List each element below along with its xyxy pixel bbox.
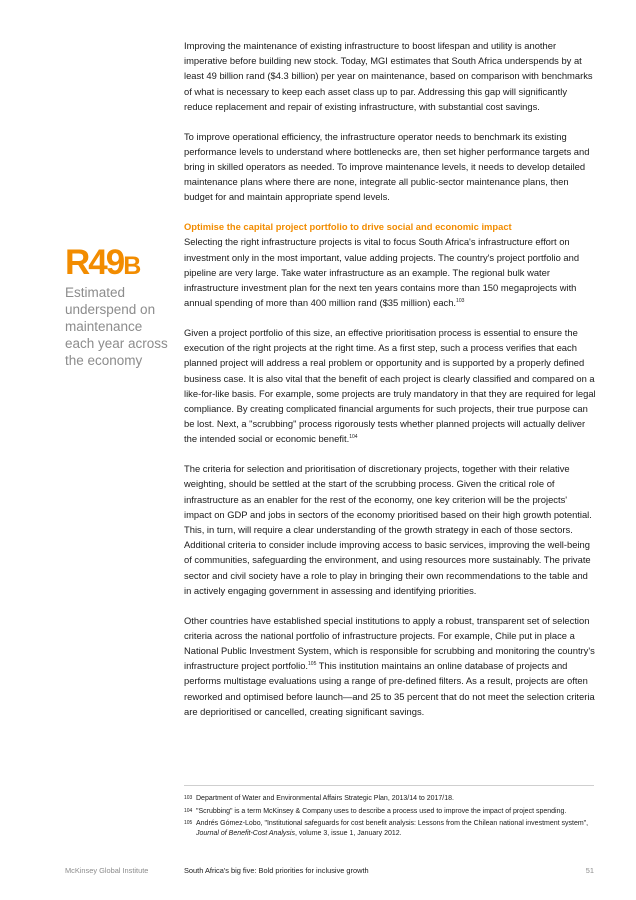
footnote-text: Department of Water and Environmental Affairs Strategic Plan, 2013/14 to 2017/18. <box>196 795 454 802</box>
footnote-104 <box>184 807 594 817</box>
paragraph-text: Selecting the right infrastructure projects is vital to focus South Africa's infrastructure effort on investment only in the most important, value adding projects. The country's project portfolio and pipeline are very large. Take water infrastructure as an example. The regional bulk water infrastructure investment plan for the next ten years contains more than 150 megaprojects with annual spending of more than 400 million rand ($35 million) each. <box>184 236 580 309</box>
sidebar-callout <box>65 245 175 369</box>
main-text-column <box>184 38 596 734</box>
paragraph-text: Other countries have established special institutions to apply a robust, transparent set of selection criteria across the national portfolio of infrastructure projects. For example, Chile put in place a National Public Investment System, which is responsible for scrubbing and monitoring the country's infrastructure project portfolio. <box>184 614 595 672</box>
footnote-ref-105: 105 <box>308 661 317 668</box>
footnote-ref-104: 104 <box>349 434 358 441</box>
footnote-text-start: Andrés Gómez-Lobo, "Institutional safeguards for cost benefit analysis: Lessons from the Chilean national investment system", <box>196 820 589 827</box>
paragraph-prioritisation <box>184 325 596 447</box>
footnote-divider <box>184 785 594 786</box>
footnotes <box>184 794 594 842</box>
callout-unit: B <box>123 252 142 280</box>
journal-title: Journal of Benefit-Cost Analysis <box>196 830 295 837</box>
footnote-ref-103: 103 <box>456 298 465 305</box>
callout-caption: Estimated underspend on maintenance each year across the economy <box>65 285 168 368</box>
paragraph-criteria: The criteria for selection and prioritisation of discretionary projects, together with their relative weighting, should be settled at the start of the scrubbing process. Given the critical role of infrastructure as an enabler for the rest of the economy, one key criterion will be the projects' impact on GDP and jobs in sectors of the economy prioritised based on their high growth potential. This, in turn, will require a clear understanding of the growth strategy in each of those sectors. Additional criteria to consider include improving access to basic services, improving the well-being of communities, safeguarding the environment, and using resources more sustainably. The private sector and civil society have a role to play in bringing their own recommendations to the table and in actively engaging government in assessing and identifying priorities. <box>184 463 592 596</box>
footer-report-title: South Africa's big five: Bold priorities for inclusive growth <box>184 866 369 875</box>
footnote-number: 104 <box>184 807 193 814</box>
footnote-number: 103 <box>184 795 193 801</box>
section-heading: Optimise the capital project portfolio to drive social and economic impact <box>184 221 512 233</box>
footnote-number: 105 <box>184 820 193 826</box>
paragraph-text: Given a project portfolio of this size, an effective prioritisation process is essential to ensure the execution of the right projects at the right time. As a first step, such a process verifies that each planned project will address a real problem or opportunity and is supported by a properly defined business case. It is also vital that the benefit of each project is clearly classified and compared on a like-for-like basis. For example, some projects are truly mandatory in that they are required for legal compliance. By creating complicated financial arguments for such projects, their true purpose can be lost. Next, a "scrubbing" process rigorously tests whether planned projects will actually deliver the intended social or economic benefit. <box>184 327 596 445</box>
footnote-text: "Scrubbing" is a term McKinsey & Company uses to describe a process used to improve the impact of project spending. <box>196 807 567 815</box>
callout-value: R49 <box>65 243 124 282</box>
footnote-103 <box>184 794 594 804</box>
paragraph-operational-efficiency: To improve operational efficiency, the infrastructure operator needs to benchmark its existing performance levels to understand where bottlenecks are, then set higher performance targets and bring in skilled operators as needed. To improve maintenance levels, it needs to develop detailed maintenance plans where there are none, integrate all public-sector maintenance plans, then budget for and maintain appropriate spend levels. <box>184 130 590 203</box>
paragraph-project-selection <box>184 234 596 310</box>
paragraph-maintenance: Improving the maintenance of existing infrastructure to boost lifespan and utility is another imperative before building new stock. Today, MGI estimates that South Africa underspends by at least 49 billion rand ($4.3 billion) per year on maintenance, based on comparison with benchmarks of what is necessary to keep each asset class up to par. Addressing this gap will significantly reduce replacement and repair of existing infrastructure, with substantial cost savings. <box>184 40 593 112</box>
callout-figure <box>65 245 175 284</box>
paragraph-text-cont: This institution maintains an online database of projects and performs multistage evaluations using a range of pre-defined filters. As a result, projects are often reworked and optimised before launch—and 25 to 35 percent that do not meet the selection criteria are deprioritised or cancelled, creating significant savings. <box>184 660 595 717</box>
footnote-text-end: , volume 3, issue 1, January 2012. <box>294 830 402 837</box>
footnote-105 <box>184 819 594 839</box>
page-number: 51 <box>585 866 594 875</box>
footnote-text <box>196 819 594 839</box>
paragraph-chile <box>184 613 596 719</box>
footer-publisher: McKinsey Global Institute <box>65 866 149 875</box>
